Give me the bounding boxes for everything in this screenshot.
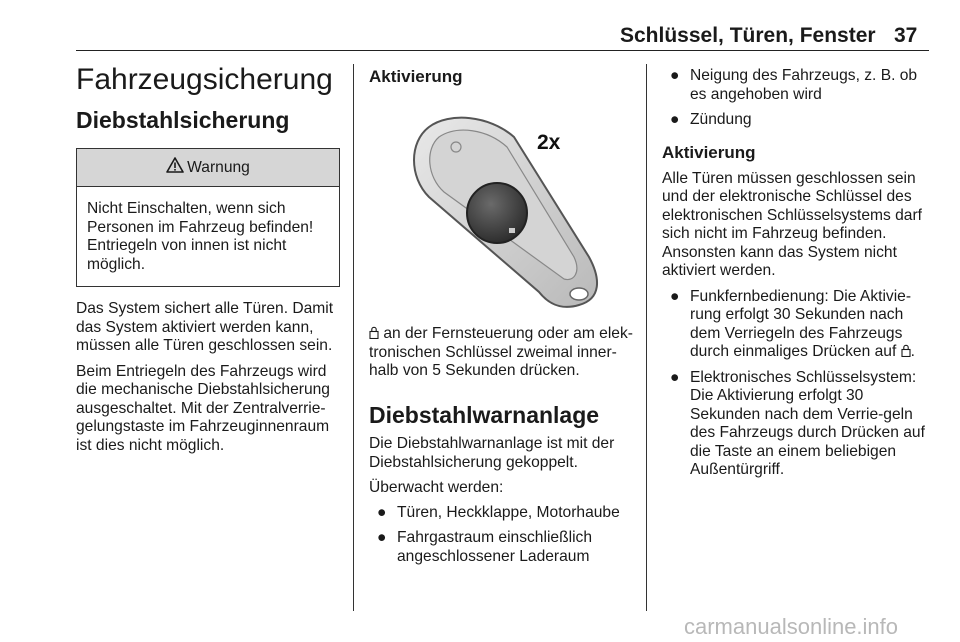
- lock-icon: [369, 325, 379, 342]
- activation-heading-2: Aktivierung: [662, 142, 756, 162]
- list-item: ● Fahrgastraum einschließlich angeschlossener Laderaum: [377, 529, 592, 565]
- column-divider-1: [353, 64, 354, 611]
- monitored-intro: Überwacht werden:: [369, 479, 504, 497]
- key-fob-icon: [369, 107, 632, 317]
- key-fob-figure: [369, 107, 632, 317]
- warning-triangle-icon: [166, 157, 184, 178]
- warning-header: [77, 149, 339, 187]
- column-divider-2: [646, 64, 647, 611]
- activation-text: Alle Türen müssen geschlossen sein und der elektronische Schlüssel des elektronischen Schlüsselsystems darf sich nicht im Fahrzeug befinden. Ansonsten kann das System nicht aktiviert werden.: [662, 169, 923, 279]
- left-column: [76, 63, 342, 455]
- header-rule: [76, 50, 929, 51]
- warning-label: Warnung: [187, 158, 250, 176]
- figure-label: 2x: [537, 131, 561, 154]
- monitored-list: [369, 504, 637, 567]
- running-header-title: Schlüssel, Türen, Fenster: [620, 24, 876, 47]
- alarm-title: Diebstahlwarnanlage: [369, 401, 600, 428]
- chapter-title: Fahrzeugsicherung: [76, 63, 333, 96]
- right-column: [662, 67, 930, 480]
- list-item: ● Neigung des Fahrzeugs, z. B. ob es angehoben wird: [670, 67, 918, 103]
- alarm-text: Die Diebstahlwarnanlage ist mit der Diebstahlsicherung gekoppelt.: [369, 435, 615, 471]
- list-item: ● Funkfernbedienung: Die Aktivie-rung erfolgt 30 Sekunden nach dem Verriegeln des Fahrzeugs durch einmaliges Drücken auf .: [670, 287, 915, 360]
- list-item: ● Elektronisches Schlüsselsystem: Die Aktivierung erfolgt 30 Sekunden nach dem Verrie-geln des Fahrzeugs durch Drücken auf die Taste an einem beliebigen Außentürgriff.: [670, 368, 925, 478]
- warning-box: [76, 148, 340, 287]
- paragraph-system: Das System sichert alle Türen. Damit das System aktiviert werden kann, müssen alle Türen geschlossen sein.: [76, 300, 334, 355]
- watermark: carmanualsonline.info: [684, 614, 899, 639]
- activation-heading: Aktivierung: [369, 67, 463, 86]
- section-title: Diebstahlsicherung: [76, 106, 290, 133]
- list-item: ● Zündung: [670, 111, 752, 128]
- caption-text: an der Fernsteuerung oder am elek-tronischen Schlüssel zweimal inner-halb von 5 Sekunden drücken.: [369, 325, 633, 379]
- activation-caption: [369, 325, 637, 381]
- monitored-list-continued: [662, 67, 930, 130]
- paragraph-unlock: Beim Entriegeln des Fahrzeugs wird die mechanische Diebstahlsicherung ausgeschaltet. Mit der Zentralverrie-gelungstaste im Fahrzeuginnenraum ist dies nicht möglich.: [76, 362, 330, 454]
- warning-text: Nicht Einschalten, wenn sich Personen im Fahrzeug befinden! Entriegeln von innen ist nicht möglich.: [87, 200, 314, 273]
- list-item: ● Türen, Heckklappe, Motorhaube: [377, 503, 620, 521]
- middle-column: [369, 67, 637, 566]
- activation-list: [662, 288, 930, 480]
- lock-icon: [901, 343, 911, 360]
- page-number: 37: [894, 24, 918, 47]
